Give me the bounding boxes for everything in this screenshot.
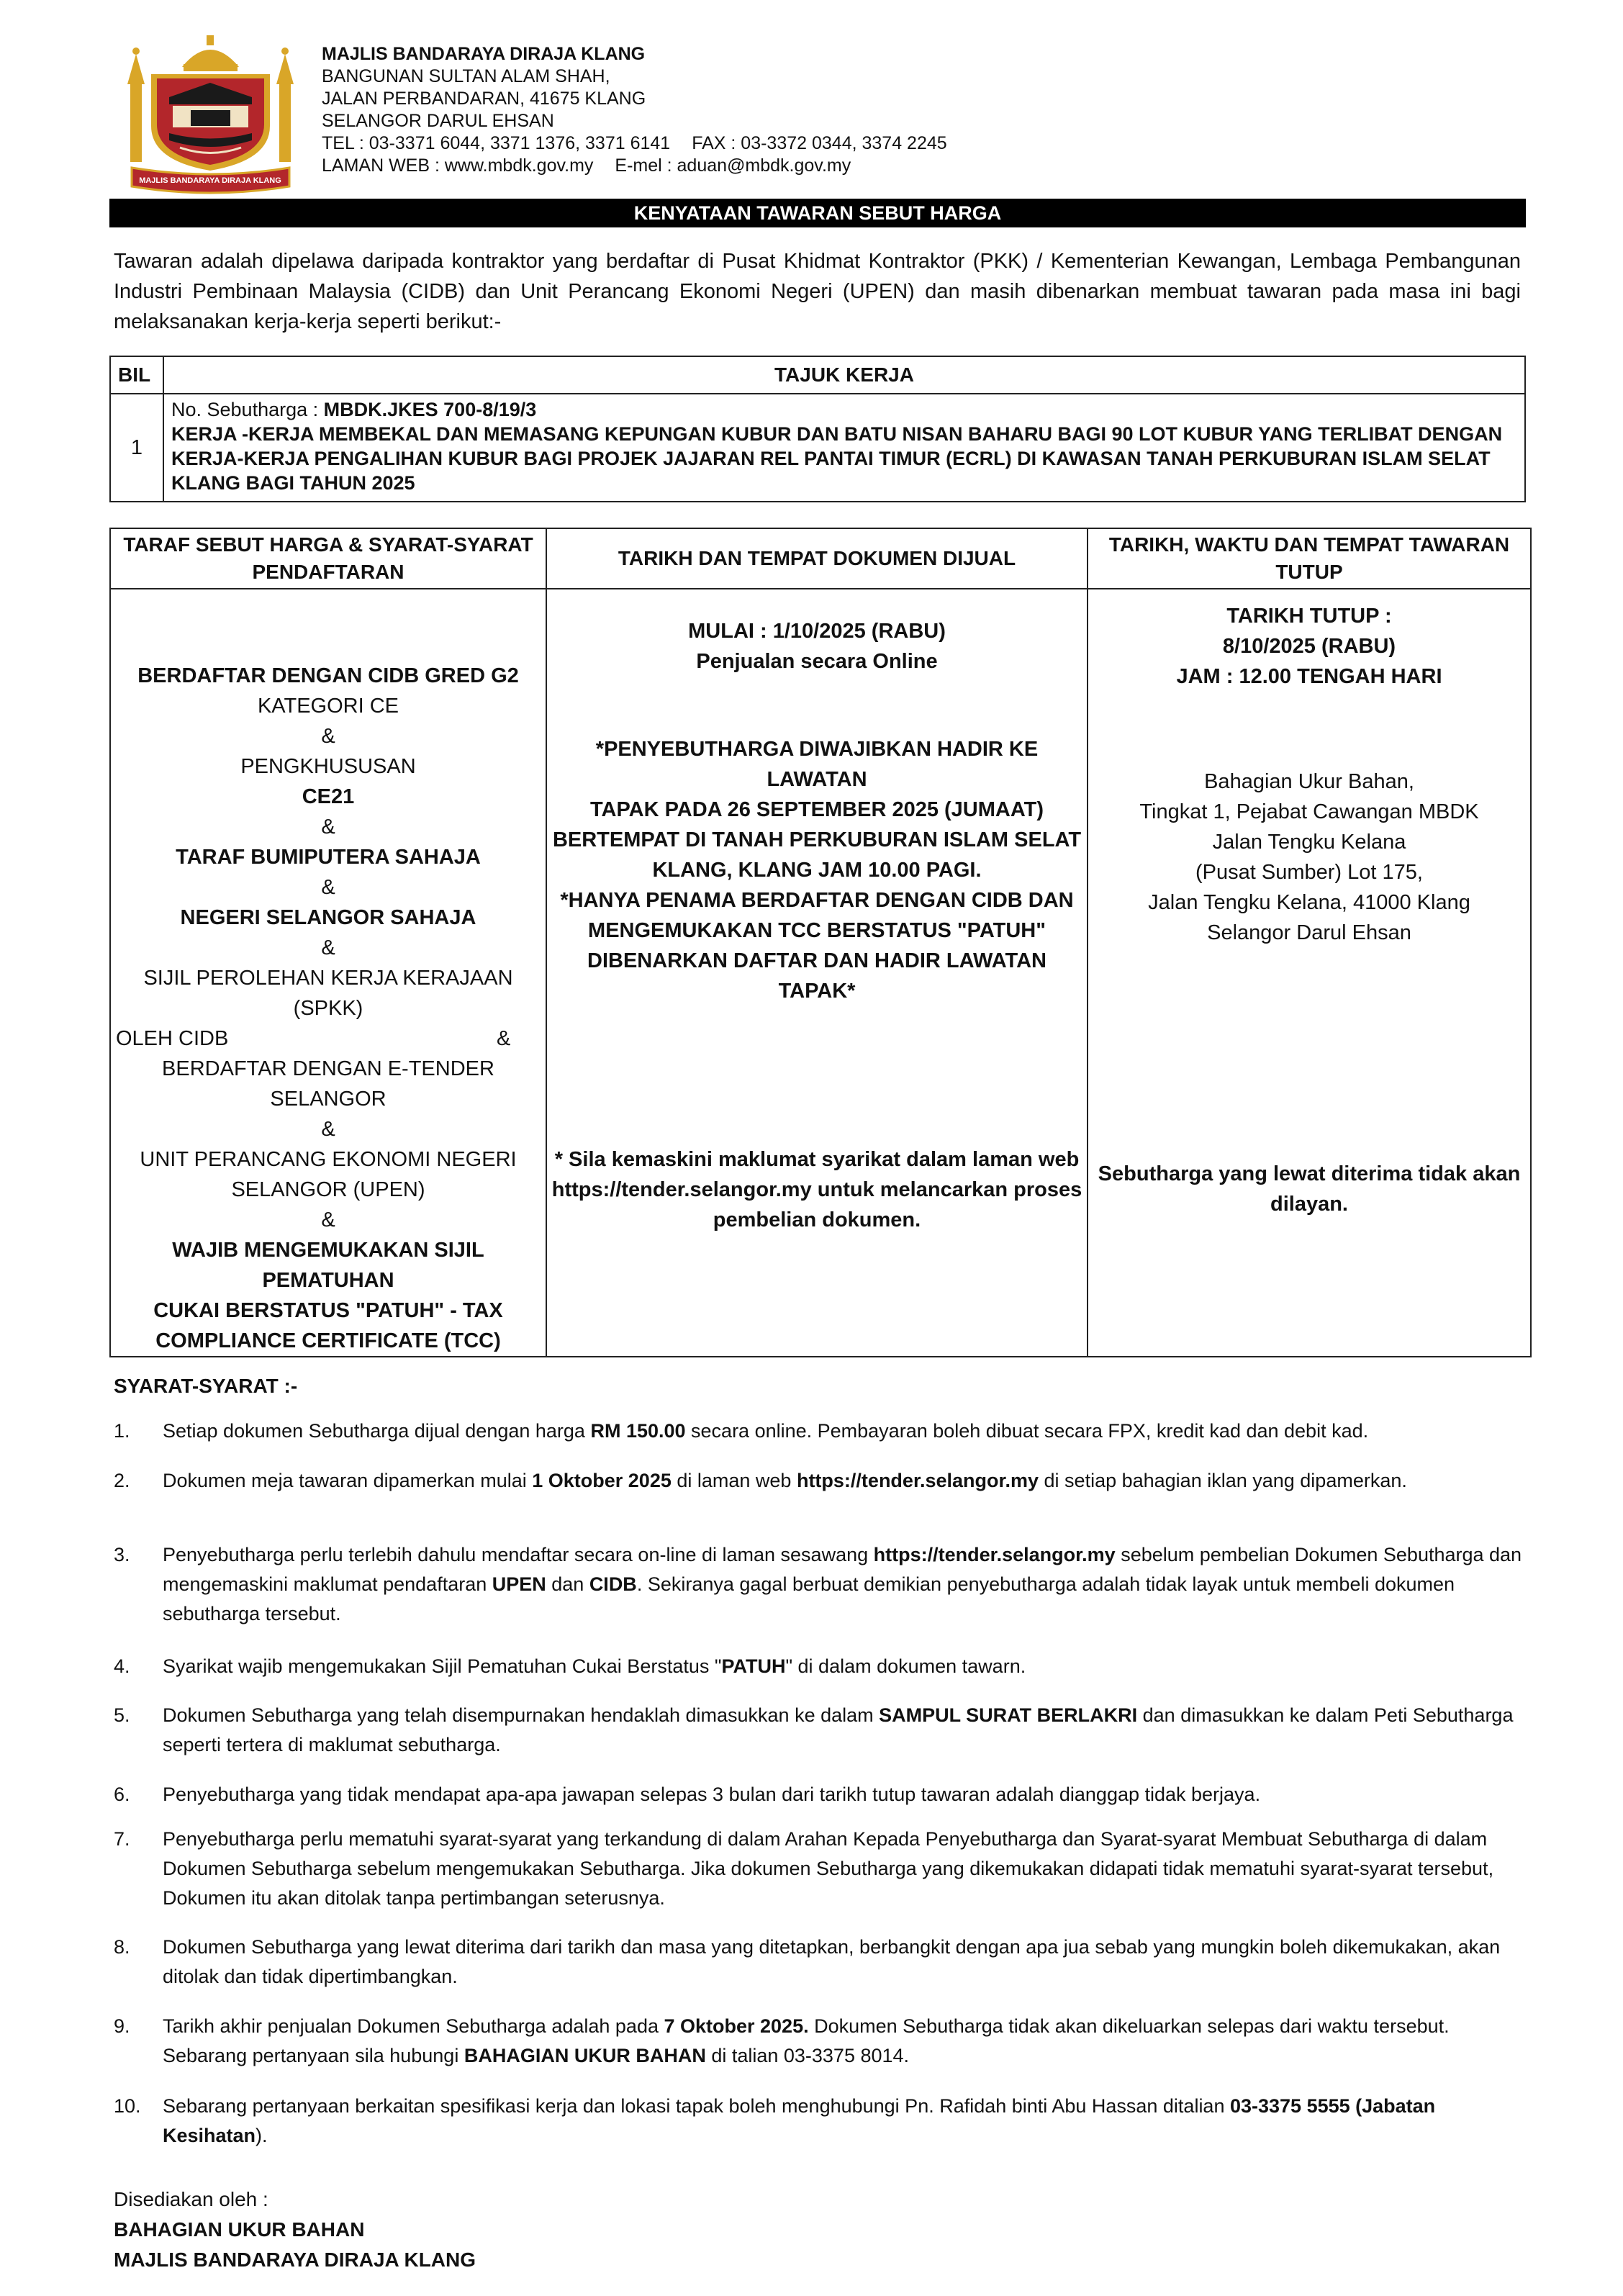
req-negeri: NEGERI SELANGOR SAHAJA [180, 906, 476, 929]
closing-place-6: Selangor Darul Ehsan [1207, 921, 1411, 944]
condition-item [114, 1652, 1526, 1681]
req-upen-2: SELANGOR (UPEN) [231, 1178, 425, 1201]
condition-text: Penyebutharga yang tidak mendapat apa-apa jawapan selepas 3 bulan dari tarikh tutup tawaran adalah dianggap tidak berjaya. [163, 1784, 1261, 1805]
site-visit-line-4: KLANG, KLANG JAM 10.00 PAGI. [652, 859, 982, 882]
condition-number: 10. [114, 2095, 141, 2117]
condition-item [114, 1780, 1526, 1809]
condition-number: 5. [114, 1704, 130, 1726]
address-line-2: JALAN PERBANDARAN, 41675 KLANG [322, 89, 646, 109]
header-tarikh-dokumen: TARIKH DAN TEMPAT DOKUMEN DIJUAL [546, 528, 1088, 589]
condition-text: di talian 03-3375 8014. [705, 2045, 910, 2066]
prepared-by-dept: BAHAGIAN UKUR BAHAN [114, 2218, 365, 2241]
closing-place-3: Jalan Tengku Kelana [1212, 831, 1406, 854]
condition-item [114, 2012, 1526, 2071]
req-oleh-cidb: OLEH CIDB [116, 1027, 229, 1050]
address-line-1: BANGUNAN SULTAN ALAM SHAH, [322, 66, 610, 86]
mbdk-crest-logo [126, 32, 295, 194]
req-oleh-cidb-line [112, 1023, 545, 1054]
condition-number: 9. [114, 2015, 130, 2037]
condition-text: Dokumen Sebutharga yang lewat diterima dari tarikh dan masa yang ditetapkan, berbangkit dengan apa jua sebab yang mungkin boleh dikemukakan, akan ditolak dan tidak dipertimbangkan. [163, 1936, 1501, 1987]
req-etender: BERDAFTAR DENGAN E-TENDER [162, 1057, 494, 1080]
req-pengkhususan: PENGKHUSUSAN [240, 755, 416, 778]
condition-text: dan [546, 1573, 589, 1595]
condition-text-bold: SAMPUL SURAT BERLAKRI [879, 1704, 1138, 1726]
req-tcc-1: WAJIB MENGEMUKAKAN SIJIL PEMATUHAN [172, 1239, 484, 1292]
prepared-by-block [114, 2184, 476, 2275]
closing-cell [1088, 589, 1531, 1357]
req-amp: & [321, 1118, 335, 1141]
email-text: E-mel : aduan@mbdk.gov.my [615, 155, 851, 176]
condition-number: 2. [114, 1470, 130, 1491]
req-upen-1: UNIT PERANCANG EKONOMI NEGERI [140, 1148, 517, 1171]
req-spkk: SIJIL PEROLEHAN KERJA KERAJAAN (SPKK) [143, 967, 513, 1020]
address-line-3: SELANGOR DARUL EHSAN [322, 111, 554, 131]
intro-paragraph: Tawaran adalah dipelawa daripada kontraktor yang berdaftar di Pusat Khidmat Kontraktor (PKK) / Kementerian Kewangan, Lembaga Pembangunan Industri Pembinaan Malaysia (CIDB) dan Unit Perancang Ekonomi Negeri (UPEN) dan masih dibenarkan membuat tawaran pada masa ini bagi melaksanakan kerja-kerja seperti berikut:- [114, 250, 1521, 333]
req-amp: & [321, 876, 335, 899]
condition-text: Dokumen Sebutharga tidak akan dikeluarkan selepas dari waktu tersebut. Sebarang pertanyaan sila hubungi [163, 2015, 1450, 2066]
condition-text: . Sekiranya gagal berbuat demikian penyebutharga adalah tidak layak untuk membeli dokumen sebutharga tersebut. [163, 1573, 1455, 1624]
condition-text: sebelum pembelian Dokumen Sebutharga dan mengemaskini maklumat pendaftaran [163, 1544, 1522, 1595]
condition-number: 6. [114, 1784, 130, 1805]
closing-place-5: Jalan Tengku Kelana, 41000 Klang [1148, 891, 1470, 914]
tel-text: TEL : 03-3371 6044, 3371 1376, 3371 6141 [322, 133, 671, 153]
req-bumiputera: TARAF BUMIPUTERA SAHAJA [176, 846, 481, 869]
condition-number: 7. [114, 1828, 130, 1850]
crest-banner-text: MAJLIS BANDARAYA DIRAJA KLANG [139, 176, 281, 185]
condition-number: 3. [114, 1544, 130, 1565]
site-visit-line-1: *PENYEBUTHARGA DIWAJIBKAN HADIR KE LAWATAN [595, 738, 1039, 791]
condition-item [114, 2092, 1526, 2151]
terms-table [109, 528, 1532, 1357]
crest-crown [182, 35, 239, 71]
contact-web-line [322, 155, 947, 177]
organisation-address [322, 43, 947, 177]
condition-text: " di dalam dokumen tawarn. [785, 1655, 1026, 1677]
registered-only-line-1: *HANYA PENAMA BERDAFTAR DENGAN CIDB DAN [560, 889, 1074, 912]
condition-item [114, 1825, 1526, 1913]
crest-left-tower [127, 48, 145, 162]
condition-text: di laman web [671, 1470, 797, 1491]
sale-start-date: MULAI : 1/10/2025 (RABU) [688, 620, 946, 643]
closing-place-4: (Pusat Sumber) Lot 175, [1195, 861, 1423, 884]
contact-phone-line [322, 132, 947, 155]
condition-text: Syarikat wajib mengemukakan Sijil Pematuhan Cukai Berstatus " [163, 1655, 722, 1677]
req-amp: & [321, 936, 335, 959]
condition-text: Penyebutharga perlu mematuhi syarat-syarat yang terkandung di dalam Arahan Kepada Penyebutharga dan Syarat-syarat Membuat Sebutharga di dalam Dokumen Sebutharga sebelum mengemukakan Sebutharga. Jika dokumen Sebutharga yang dikemukakan didapati tidak mematuhi syarat-syarat tersebut, Dokumen itu akan ditolak tanpa pertimbangan seterusnya. [163, 1828, 1494, 1909]
condition-text-bold: 1 Oktober 2025 [532, 1470, 672, 1491]
crest-banner [132, 168, 289, 193]
condition-text: Tarikh akhir penjualan Dokumen Sebutharga adalah pada [163, 2015, 664, 2037]
header-tajuk-kerja: TAJUK KERJA [163, 356, 1525, 394]
late-notice-2: dilayan. [1270, 1193, 1348, 1216]
condition-number: 8. [114, 1936, 130, 1958]
condition-text: Sebarang pertanyaan berkaitan spesifikasi kerja dan lokasi tapak boleh menghubungi Pn. Rafidah binti Abu Hassan ditalian [163, 2095, 1230, 2117]
work-description-cell [163, 394, 1525, 502]
document-sale-cell [546, 589, 1088, 1357]
closing-place-1: Bahagian Ukur Bahan, [1204, 770, 1414, 793]
registered-only-line-2: MENGEMUKAKAN TCC BERSTATUS "PATUH" [588, 919, 1046, 942]
sale-online: Penjualan secara Online [696, 650, 938, 673]
req-tcc-2: CUKAI BERSTATUS "PATUH" - TAX [153, 1299, 503, 1322]
prepared-by-label: Disediakan oleh : [114, 2188, 268, 2210]
website-text: LAMAN WEB : www.mbdk.gov.my [322, 155, 594, 176]
req-amp: & [321, 815, 335, 839]
work-description: KERJA -KERJA MEMBEKAL DAN MEMASANG KEPUNGAN KUBUR DAN BATU NISAN BAHARU BAGI 90 LOT KUBUR YANG TERLIBAT DENGAN KERJA-KERJA PENGALIHAN KUBUR BAGI PROJEK JAJARAN REL PANTAI TIMUR (ECRL) DI KAWASAN TANAH PERKUBURAN ISLAM SELAT KLANG BAGI TAHUN 2025 [171, 423, 1503, 494]
header-tarikh-tutup: TARIKH, WAKTU DAN TEMPAT TAWARAN TUTUP [1088, 528, 1531, 589]
org-name: MAJLIS BANDARAYA DIRAJA KLANG [322, 44, 646, 64]
condition-text: secara online. Pembayaran boleh dibuat secara FPX, kredit kad dan debit kad. [685, 1420, 1369, 1442]
condition-text-bold: 03-3375 5555 (Jabatan Kesihatan [163, 2095, 1436, 2146]
closing-label: TARIKH TUTUP : [1226, 605, 1392, 628]
condition-text-bold: https://tender.selangor.my [873, 1544, 1116, 1565]
condition-text: di setiap bahagian iklan yang dipamerkan. [1039, 1470, 1407, 1491]
req-ce21: CE21 [302, 785, 355, 808]
ref-value: MBDK.JKES 700-8/19/3 [323, 399, 537, 420]
prepared-by-org: MAJLIS BANDARAYA DIRAJA KLANG [114, 2248, 476, 2271]
condition-text-bold: CIDB [589, 1573, 637, 1595]
req-cidb: BERDAFTAR DENGAN CIDB GRED G2 [137, 664, 519, 687]
condition-text: Dokumen meja tawaran dipamerkan mulai [163, 1470, 533, 1491]
registered-only-line-3: DIBENARKAN DAFTAR DAN HADIR LAWATAN TAPAK* [587, 949, 1046, 1003]
req-amp: & [321, 725, 335, 748]
late-notice-1: Sebutharga yang lewat diterima tidak akan [1098, 1162, 1521, 1185]
condition-text-bold: https://tender.selangor.my [796, 1470, 1039, 1491]
condition-text-bold: RM 150.00 [590, 1420, 686, 1442]
crest-right-tower [276, 48, 294, 162]
condition-item [114, 1540, 1526, 1629]
req-selangor: SELANGOR [270, 1088, 386, 1111]
conditions-title: SYARAT-SYARAT :- [114, 1375, 298, 1397]
req-kategori: KATEGORI CE [257, 695, 399, 718]
header-bil: BIL [110, 356, 163, 394]
fax-text: FAX : 03-3372 0344, 3374 2245 [692, 133, 947, 153]
condition-item [114, 1933, 1526, 1992]
condition-number: 1. [114, 1420, 130, 1442]
document-title: KENYATAAN TAWARAN SEBUT HARGA [109, 199, 1526, 227]
header-taraf: TARAF SEBUT HARGA & SYARAT-SYARAT PENDAFTARAN [110, 528, 546, 589]
condition-text-bold: UPEN [492, 1573, 546, 1595]
site-visit-line-2: TAPAK PADA 26 SEPTEMBER 2025 (JUMAAT) [589, 798, 1044, 821]
quotation-reference [171, 397, 1517, 422]
req-tcc-3: COMPLIANCE CERTIFICATE (TCC) [155, 1329, 501, 1352]
condition-number: 4. [114, 1655, 130, 1677]
update-info-line-3: pembelian dokumen. [713, 1208, 921, 1231]
crest-shield [151, 74, 270, 171]
condition-text-bold: BAHAGIAN UKUR BAHAN [464, 2045, 706, 2066]
closing-date: 8/10/2025 (RABU) [1222, 635, 1396, 658]
update-info-line-2: https://tender.selangor.my untuk melancarkan proses [551, 1178, 1082, 1201]
terms-table-header [110, 528, 1531, 589]
condition-text: ). [256, 2125, 268, 2146]
condition-text-bold: PATUH [721, 1655, 786, 1677]
closing-place-2: Tingkat 1, Pejabat Cawangan MBDK [1139, 800, 1479, 823]
condition-text: dan dimasukkan ke dalam Peti Sebutharga seperti tertera di maklumat sebutharga. [163, 1704, 1514, 1755]
condition-text: Penyebutharga perlu terlebih dahulu mendaftar secara on-line di laman sesawang [163, 1544, 874, 1565]
condition-item [114, 1701, 1526, 1760]
req-amp: & [321, 1208, 335, 1231]
condition-text: Dokumen Sebutharga yang telah disempurnakan hendaklah dimasukkan ke dalam [163, 1704, 880, 1726]
work-title-table-header [110, 356, 1525, 394]
terms-table-body [110, 589, 1531, 1357]
ref-label: No. Sebutharga : [171, 399, 324, 420]
condition-item [114, 1416, 1526, 1446]
req-amp: & [497, 1027, 511, 1050]
condition-text: Setiap dokumen Sebutharga dijual dengan harga [163, 1420, 591, 1442]
table-row [110, 394, 1525, 502]
work-title-table [109, 356, 1526, 502]
condition-item [114, 1466, 1526, 1496]
condition-text-bold: 7 Oktober 2025. [664, 2015, 809, 2037]
update-info-line-1: * Sila kemaskini maklumat syarikat dalam laman web [554, 1148, 1080, 1171]
registration-requirements-cell [110, 589, 546, 1357]
closing-time: JAM : 12.00 TENGAH HARI [1176, 665, 1442, 688]
site-visit-line-3: BERTEMPAT DI TANAH PERKUBURAN ISLAM SELAT [552, 828, 1082, 851]
row-number: 1 [110, 394, 163, 502]
